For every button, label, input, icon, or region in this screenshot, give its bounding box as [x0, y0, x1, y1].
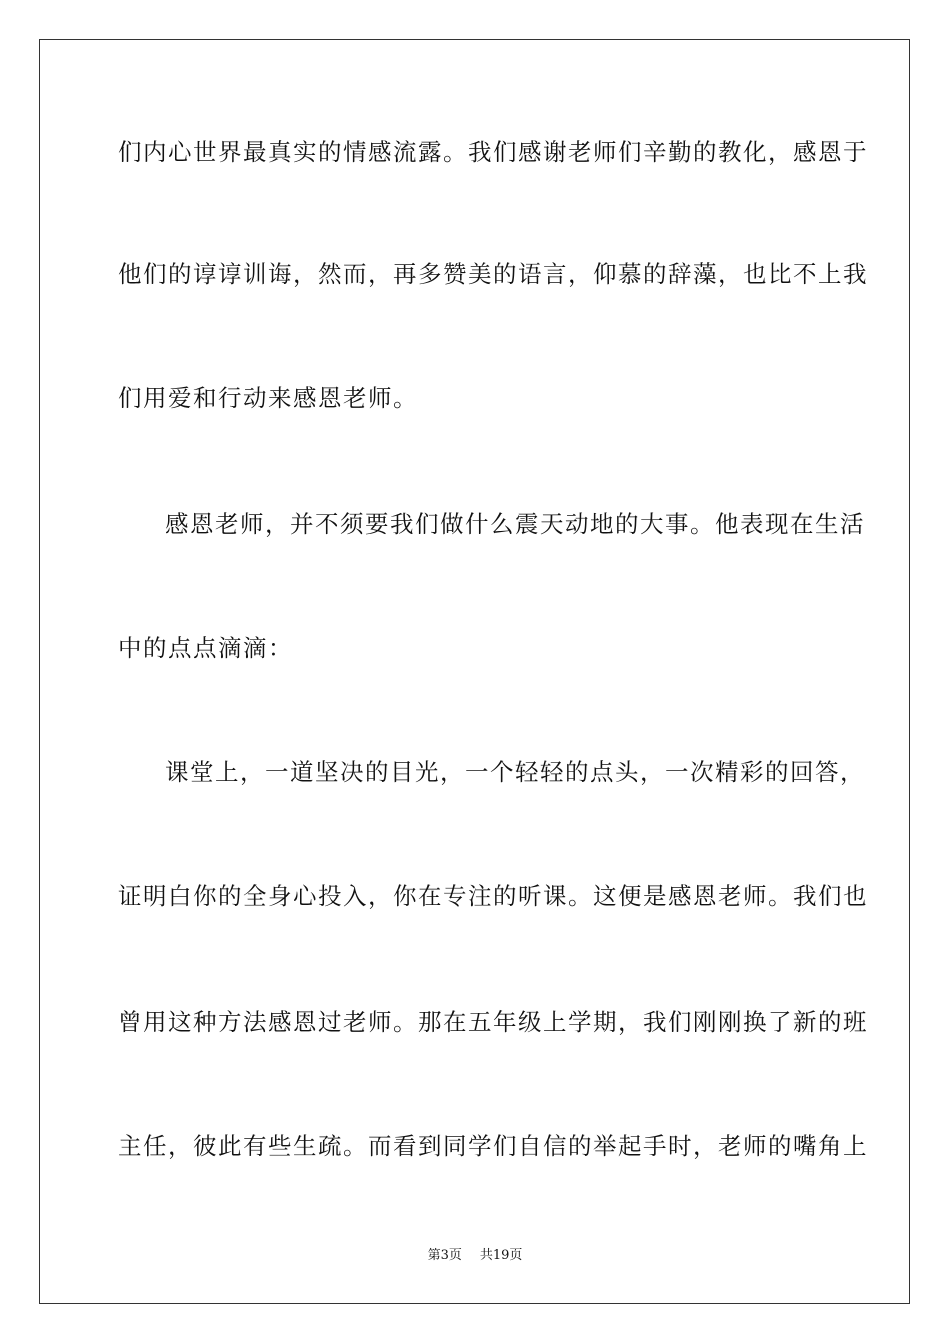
total-pages: 共19页 — [479, 1248, 523, 1263]
page-footer — [0, 1247, 950, 1265]
text-line-5: 中的点点滴滴： — [118, 634, 293, 662]
text-line-9: 主任，彼此有些生疏。而看到同学们自信的举起手时，老师的嘴角上 — [118, 1132, 868, 1160]
text-line-8: 曾用这种方法感恩过老师。那在五年级上学期，我们刚刚换了新的班 — [118, 1008, 868, 1036]
text-line-6-paragraph-start: 课堂上，一道坚决的目光，一个轻轻的点头，一次精彩的回答， — [165, 758, 865, 786]
text-line-3: 们用爱和行动来感恩老师。 — [118, 384, 418, 412]
text-line-7: 证明白你的全身心投入，你在专注的听课。这便是感恩老师。我们也 — [118, 882, 868, 910]
page-number: 第3页 — [427, 1248, 462, 1263]
page-frame — [39, 39, 910, 1304]
text-line-1: 们内心世界最真实的情感流露。我们感谢老师们辛勤的教化，感恩于 — [118, 138, 868, 166]
text-line-2: 他们的谆谆训诲，然而，再多赞美的语言，仰慕的辞藻，也比不上我 — [118, 260, 868, 288]
text-line-4-paragraph-start: 感恩老师，并不须要我们做什么震天动地的大事。他表现在生活 — [165, 510, 865, 538]
